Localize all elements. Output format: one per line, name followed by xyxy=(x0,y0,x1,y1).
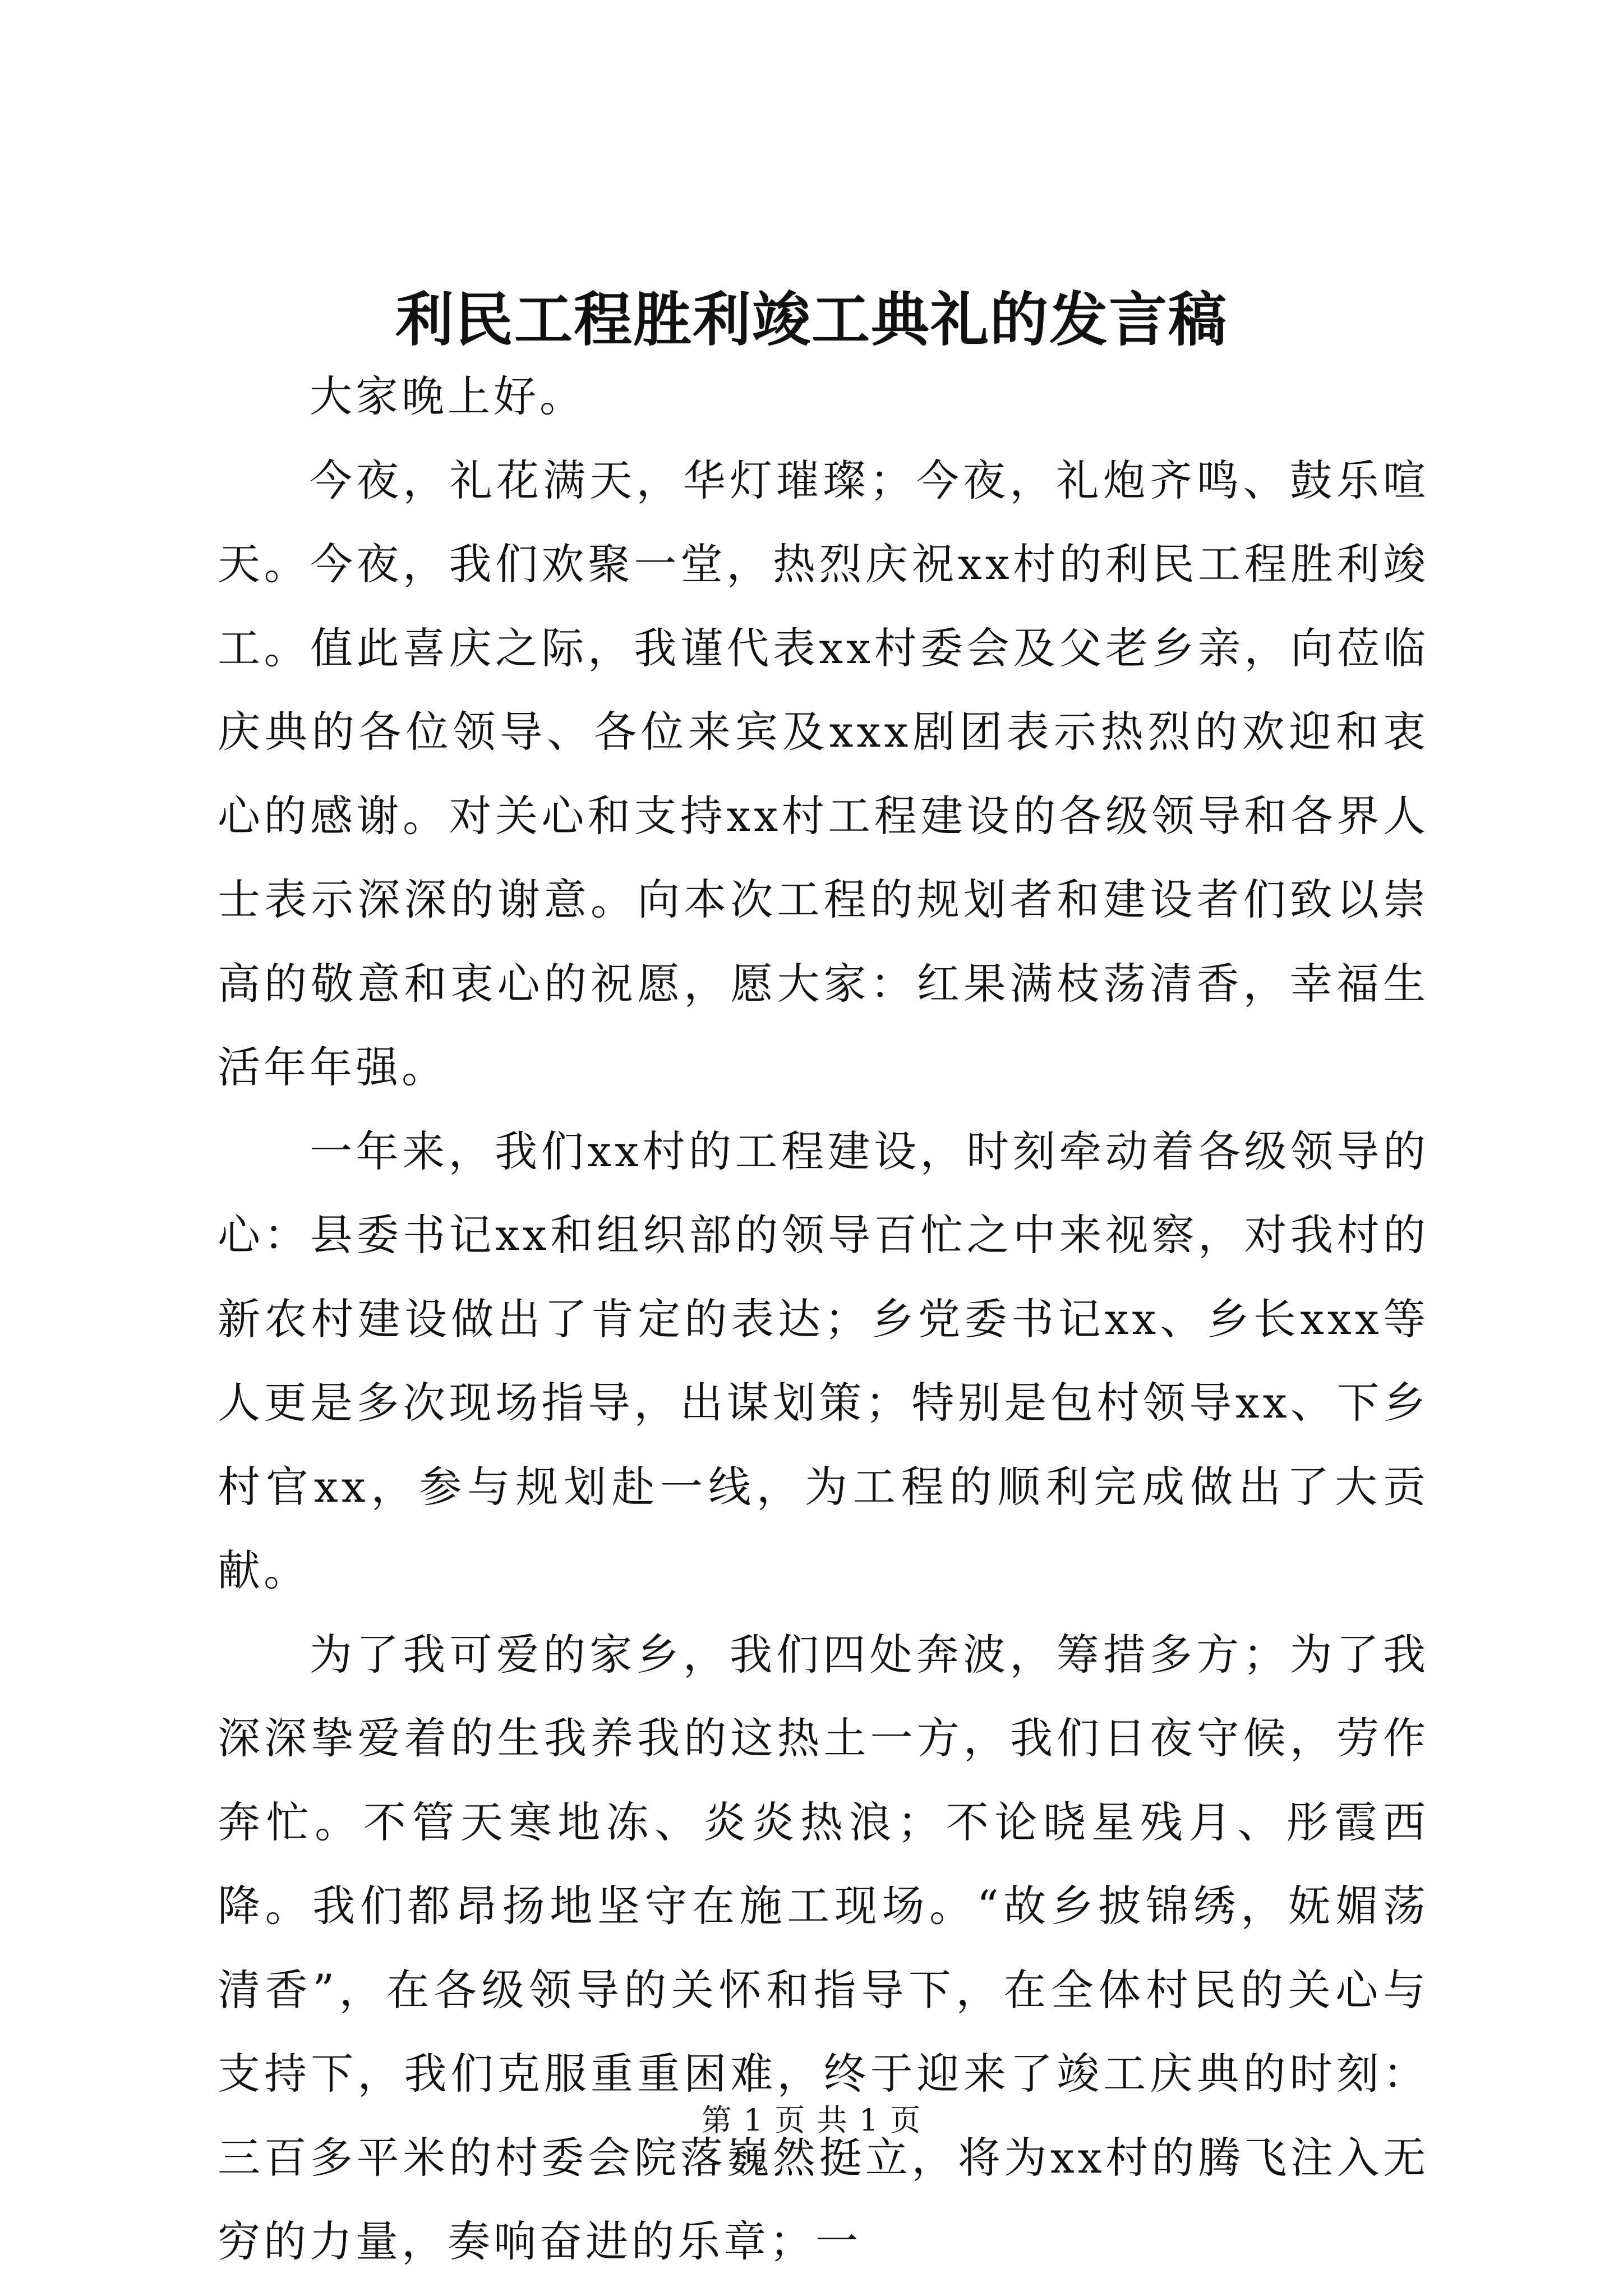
paragraph-celebration: 今夜，礼花满天，华灯璀璨；今夜，礼炮齐鸣、鼓乐喧天。今夜，我们欢聚一堂，热烈庆祝xx村的利民工程胜利竣工。值此喜庆之际，我谨代表xx村委会及父老乡亲，向莅临庆典的各位领导、各位来宾及xxx剧团表示热烈的欢迎和衷心的感谢。对关心和支持xx村工程建设的各级领导和各界人士表示深深的谢意。向本次工程的规划者和建设者们致以崇高的敬意和衷心的祝愿，愿大家：红果满枝荡清香，幸福生活年年强。 xyxy=(218,455,1429,1092)
paragraph-leadership: 一年来，我们xx村的工程建设，时刻牵动着各级领导的心：县委书记xx和组织部的领导百忙之中来视察，对我村的新农村建设做出了肯定的表达；乡党委书记xx、乡长xxx等人更是多次现场指导，出谋划策；特别是包村领导xx、下乡村官xx，参与规划赴一线，为工程的顺利完成做出了大贡献。 xyxy=(218,1126,1429,1595)
document-title: 利民工程胜利竣工典礼的发言稿 xyxy=(395,285,1228,354)
paragraph-construction: 为了我可爱的家乡，我们四处奔波，筹措多方；为了我深深挚爱着的生我养我的这热土一方，我们日夜守候，劳作奔忙。不管天寒地冻、炎炎热浪；不论晓星残月、彤霞西降。我们都昂扬地坚守在施工现场。“故乡披锦绣，妩媚荡清香”，在各级领导的关怀和指导下，在全体村民的关心与支持下，我们克服重重困难，终于迎来了竣工庆典的时刻：三百多平米的村委会院落巍然挺立，将为xx村的腾飞注入无穷的力量，奏响奋进的乐章；一 xyxy=(218,1629,1429,2266)
paragraph-greeting: 大家晚上好。 xyxy=(310,371,585,421)
document-body xyxy=(218,355,1429,2284)
page-footer: 第 1 页 共 1 页 xyxy=(701,2102,922,2138)
